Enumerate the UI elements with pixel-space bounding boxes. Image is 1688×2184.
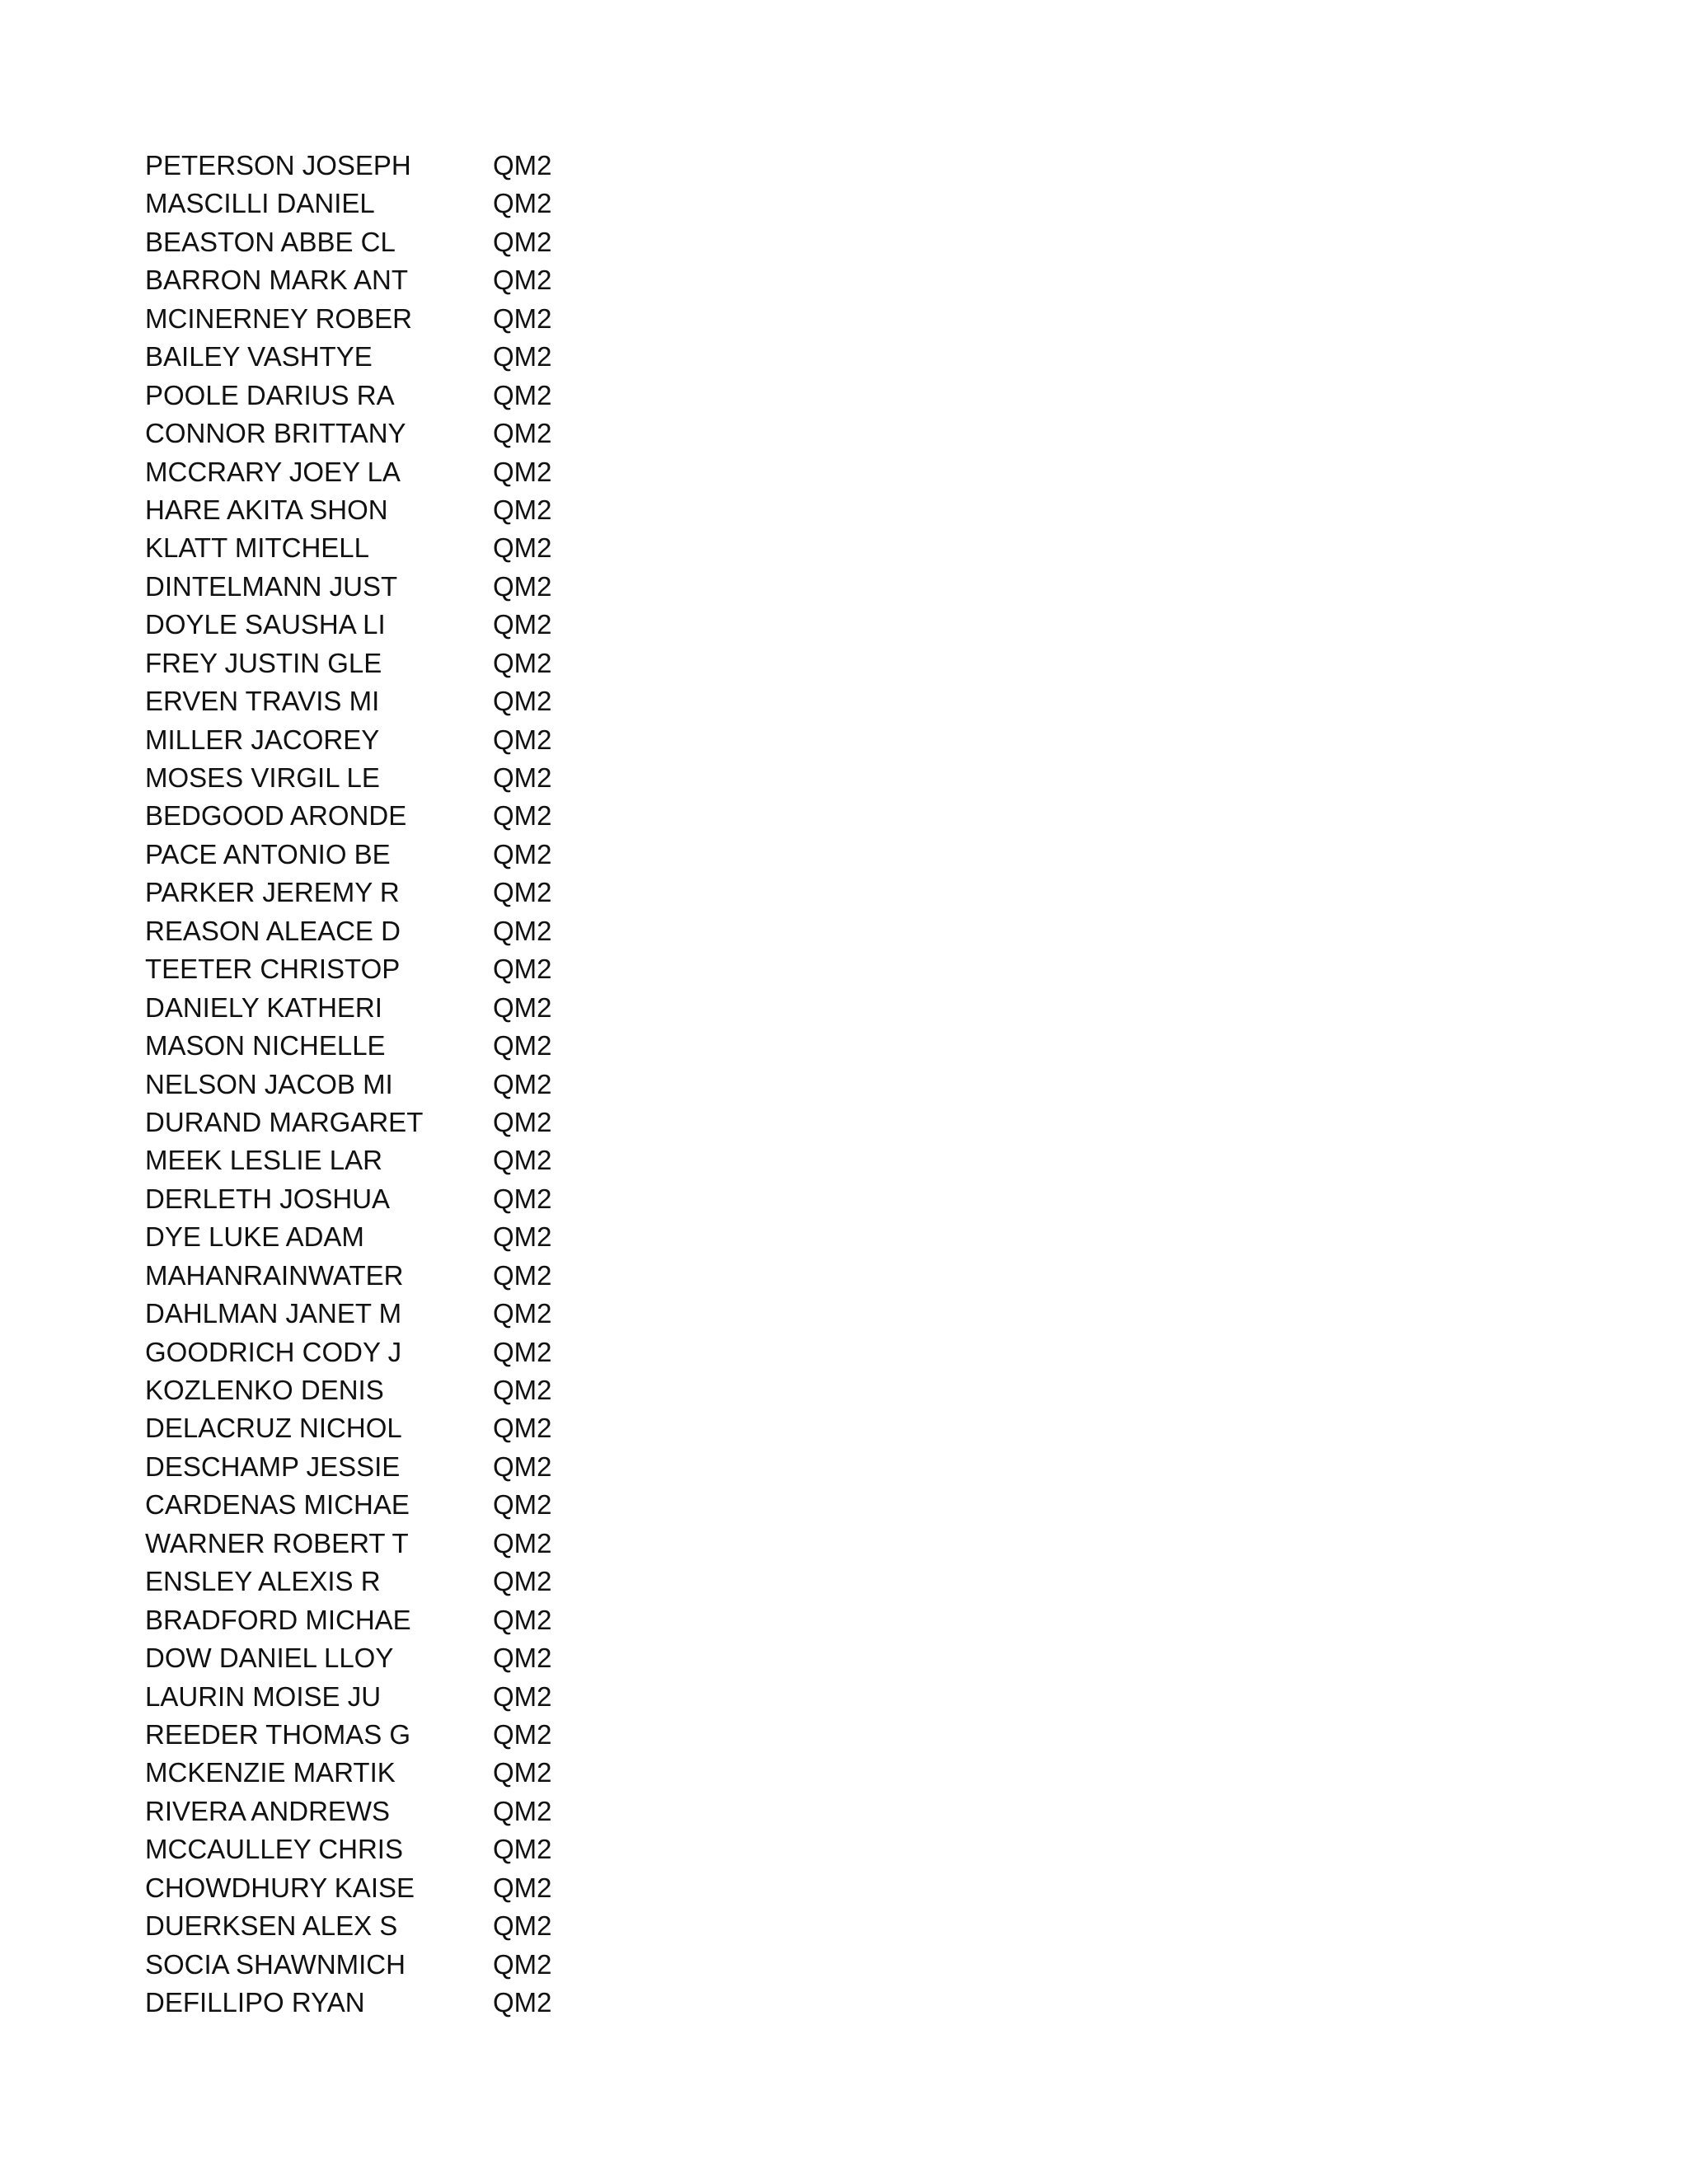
person-name: REEDER THOMAS G [145, 1718, 411, 1750]
rank-code: QM2 [493, 418, 552, 449]
rank-code: QM2 [493, 954, 552, 985]
rank-code: QM2 [493, 1757, 552, 1788]
person-name: DOW DANIEL LLOY [145, 1643, 394, 1674]
roster-row [145, 1066, 722, 1104]
person-name: BEDGOOD ARONDE [145, 800, 407, 832]
roster-row [145, 147, 722, 185]
person-name: DURAND MARGARET [145, 1106, 424, 1137]
roster-row [145, 1409, 722, 1447]
person-name: ERVEN TRAVIS MI [145, 686, 380, 717]
roster-row [145, 682, 722, 720]
roster-row [145, 491, 722, 529]
person-name: WARNER ROBERT T [145, 1527, 409, 1558]
rank-code: QM2 [493, 1413, 552, 1444]
roster-row [145, 529, 722, 567]
rank-code: QM2 [493, 1183, 552, 1214]
rank-code: QM2 [493, 1336, 552, 1367]
person-name: DEFILLIPO RYAN [145, 1987, 365, 2018]
roster-row [145, 1486, 722, 1524]
roster-row [145, 1793, 722, 1830]
person-name: MCKENZIE MARTIK [145, 1757, 396, 1788]
rank-code: QM2 [493, 762, 552, 793]
roster-row [145, 1257, 722, 1295]
rank-code: QM2 [493, 647, 552, 678]
person-name: TEETER CHRISTOP [145, 954, 401, 985]
person-name: MAHANRAINWATER [145, 1259, 404, 1291]
rank-code: QM2 [493, 1834, 552, 1865]
roster-row [145, 377, 722, 415]
roster-row [145, 1984, 722, 2022]
person-name: ENSLEY ALEXIS R [145, 1566, 381, 1597]
roster-row [145, 1869, 722, 1907]
person-name: MCCRARY JOEY LA [145, 456, 401, 487]
rank-code: QM2 [493, 1259, 552, 1291]
rank-code: QM2 [493, 1643, 552, 1674]
roster-row [145, 223, 722, 261]
person-name: DERLETH JOSHUA [145, 1183, 391, 1214]
rank-code: QM2 [493, 150, 552, 180]
rank-code: QM2 [493, 265, 552, 296]
rank-code: QM2 [493, 838, 552, 869]
rank-code: QM2 [493, 302, 552, 334]
person-name: POOLE DARIUS RA [145, 379, 395, 410]
roster-list [145, 147, 722, 2022]
roster-row [145, 912, 722, 950]
person-name: MEEK LESLIE LAR [145, 1145, 382, 1176]
roster-row [145, 1563, 722, 1601]
roster-row [145, 1830, 722, 1868]
roster-row [145, 721, 722, 759]
person-name: NELSON JACOB MI [145, 1068, 393, 1099]
rank-code: QM2 [493, 341, 552, 373]
roster-row [145, 1104, 722, 1141]
rank-code: QM2 [493, 1221, 552, 1253]
roster-row [145, 300, 722, 338]
rank-code: QM2 [493, 1145, 552, 1176]
roster-row [145, 1525, 722, 1563]
rank-code: QM2 [493, 188, 552, 219]
rank-code: QM2 [493, 1030, 552, 1062]
roster-row [145, 1448, 722, 1486]
rank-code: QM2 [493, 609, 552, 640]
roster-row [145, 1601, 722, 1639]
person-name: MCCAULLEY CHRIS [145, 1834, 403, 1865]
roster-row [145, 874, 722, 912]
roster-row [145, 453, 722, 491]
rank-code: QM2 [493, 724, 552, 755]
person-name: CONNOR BRITTANY [145, 418, 406, 449]
person-name: MOSES VIRGIL LE [145, 762, 380, 793]
roster-row [145, 836, 722, 874]
person-name: BRADFORD MICHAE [145, 1604, 411, 1635]
person-name: DUERKSEN ALEX S [145, 1910, 398, 1942]
rank-code: QM2 [493, 1566, 552, 1597]
rank-code: QM2 [493, 800, 552, 832]
person-name: DELACRUZ NICHOL [145, 1413, 402, 1444]
rank-code: QM2 [493, 1527, 552, 1558]
person-name: MASCILLI DANIEL [145, 188, 375, 219]
rank-code: QM2 [493, 532, 552, 564]
person-name: REASON ALEACE D [145, 915, 401, 946]
rank-code: QM2 [493, 494, 552, 525]
person-name: GOODRICH CODY J [145, 1336, 402, 1367]
rank-code: QM2 [493, 570, 552, 602]
rank-code: QM2 [493, 1872, 552, 1903]
person-name: MILLER JACOREY [145, 724, 380, 755]
roster-row [145, 1946, 722, 1984]
person-name: DYE LUKE ADAM [145, 1221, 364, 1253]
roster-row [145, 1027, 722, 1065]
person-name: PARKER JEREMY R [145, 877, 400, 908]
person-name: DESCHAMP JESSIE [145, 1451, 401, 1482]
person-name: MASON NICHELLE [145, 1030, 386, 1062]
person-name: KOZLENKO DENIS [145, 1375, 384, 1405]
roster-row [145, 1333, 722, 1371]
roster-row [145, 1639, 722, 1677]
rank-code: QM2 [493, 1987, 552, 2018]
person-name: DOYLE SAUSHA LI [145, 609, 386, 640]
roster-row [145, 415, 722, 452]
rank-code: QM2 [493, 1718, 552, 1750]
rank-code: QM2 [493, 226, 552, 257]
person-name: SOCIA SHAWNMICH [145, 1948, 406, 1980]
person-name: RIVERA ANDREWS [145, 1795, 391, 1826]
rank-code: QM2 [493, 1604, 552, 1635]
roster-row [145, 568, 722, 606]
roster-row [145, 1218, 722, 1256]
person-name: BEASTON ABBE CL [145, 226, 396, 257]
roster-row [145, 1295, 722, 1333]
person-name: MCINERNEY ROBER [145, 302, 412, 334]
roster-row [145, 1180, 722, 1218]
rank-code: QM2 [493, 1680, 552, 1712]
rank-code: QM2 [493, 1106, 552, 1137]
person-name: DANIELY KATHERI [145, 991, 382, 1023]
rank-code: QM2 [493, 1948, 552, 1980]
rank-code: QM2 [493, 379, 552, 410]
roster-row [145, 606, 722, 644]
rank-code: QM2 [493, 1068, 552, 1099]
roster-row [145, 261, 722, 299]
rank-code: QM2 [493, 1451, 552, 1482]
person-name: FREY JUSTIN GLE [145, 647, 382, 678]
roster-row [145, 1678, 722, 1716]
roster-row [145, 1141, 722, 1179]
roster-row [145, 1754, 722, 1792]
roster-row [145, 950, 722, 988]
roster-row [145, 797, 722, 835]
person-name: PACE ANTONIO BE [145, 838, 391, 869]
roster-row [145, 338, 722, 376]
roster-row [145, 1716, 722, 1754]
roster-row [145, 989, 722, 1027]
roster-row [145, 1371, 722, 1409]
person-name: BARRON MARK ANT [145, 265, 409, 296]
person-name: HARE AKITA SHON [145, 494, 388, 525]
person-name: DAHLMAN JANET M [145, 1298, 402, 1329]
person-name: CARDENAS MICHAE [145, 1489, 410, 1521]
roster-row [145, 185, 722, 223]
rank-code: QM2 [493, 877, 552, 908]
rank-code: QM2 [493, 991, 552, 1023]
rank-code: QM2 [493, 1298, 552, 1329]
rank-code: QM2 [493, 915, 552, 946]
person-name: BAILEY VASHTYE [145, 341, 373, 373]
roster-row [145, 644, 722, 682]
person-name: CHOWDHURY KAISE [145, 1872, 415, 1903]
roster-row [145, 1907, 722, 1945]
roster-row [145, 759, 722, 797]
person-name: PETERSON JOSEPH [145, 150, 411, 180]
person-name: DINTELMANN JUST [145, 570, 398, 602]
rank-code: QM2 [493, 1910, 552, 1942]
person-name: LAURIN MOISE JU [145, 1680, 382, 1712]
rank-code: QM2 [493, 686, 552, 717]
rank-code: QM2 [493, 1375, 552, 1405]
rank-code: QM2 [493, 1489, 552, 1521]
person-name: KLATT MITCHELL [145, 532, 370, 564]
rank-code: QM2 [493, 456, 552, 487]
rank-code: QM2 [493, 1795, 552, 1826]
